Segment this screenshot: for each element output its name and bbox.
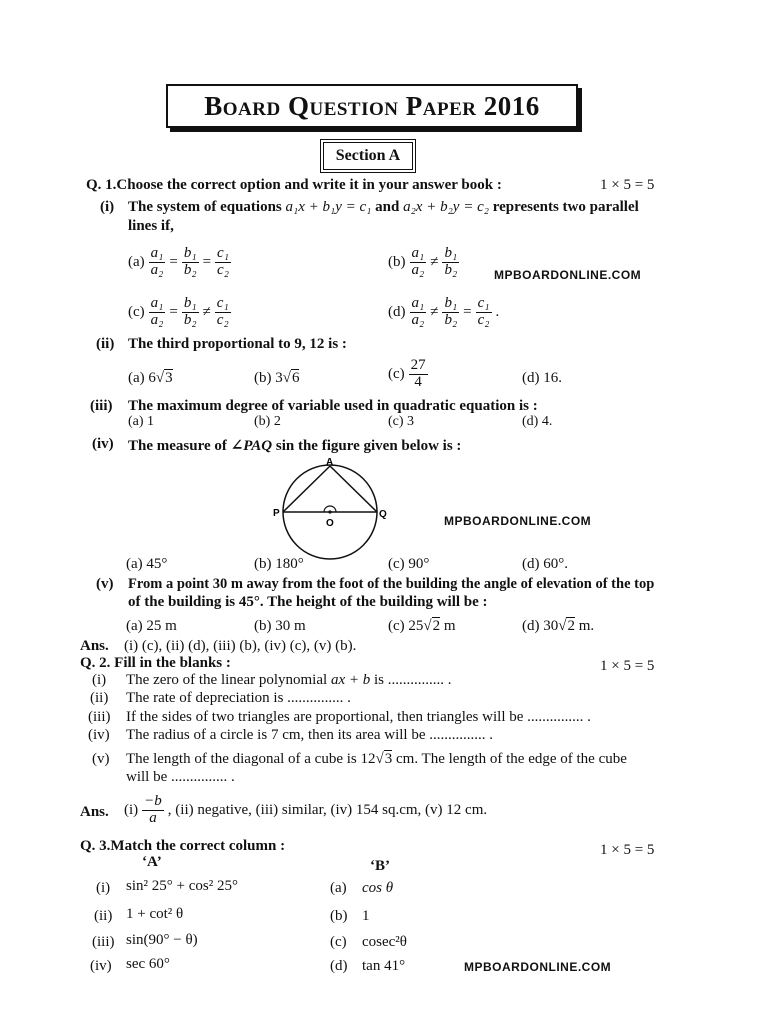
q3-column-b-number: (a) [330,880,347,896]
q1-v-option-b: (b) 30 m [254,618,306,634]
q3-marks: 1 × 5 = 5 [600,842,655,858]
q3-column-b-item: tan 41° [362,958,406,974]
watermark-3: MPBOARDONLINE.COM [464,960,612,974]
q3-column-a-heading: ‘A’ [142,854,162,870]
q1-i-option-a: (a) $\frac{\text{a₁}}{\text{a₂}}$ = $\frac{\text{b₁}}{\text{b₂}}$ = $\frac{\text{c₁}}{\text{c₂}}$ [128,245,229,278]
watermark-1: MPBOARDONLINE.COM [494,268,642,282]
q3-column-a-item: sec 60° [126,956,170,972]
figure-label-o: O [326,518,334,529]
q2-item-text: The length of the diagonal of a cube is 12√3 cm. The length of the edge of the cube [126,751,627,767]
q1-v-option-d: (d) 30√2 m. [522,618,595,634]
q1-v-option-c: (c) 25√2 m [388,618,456,634]
q2-heading: Q. 2. Fill in the blanks : [80,655,231,671]
q1-ii-option-c: (c) $\frac{27}{4}$ [388,357,426,390]
q2-item-number: (i) [92,672,107,688]
q3-column-b-item: cosec²θ [362,934,407,950]
q2-answer: (i) $\frac{-b}{a}$ , (ii) negative, (iii) similar, (iv) 154 sq.cm, (v) 12 cm. [124,793,488,826]
q3-column-b-item: 1 [362,908,370,924]
q1-iv-number: (iv) [92,436,114,452]
q1-iv-text: The measure of ∠PAQ sin the figure given below is : [128,438,462,454]
q2-answer-label: Ans. [80,804,109,820]
q2-item-text-line2: will be ............... . [126,769,235,785]
section-heading: Section A [323,142,413,170]
q1-iv-option-d: (d) 60°. [522,556,568,572]
q1-ii-option-d: (d) 16. [522,370,562,386]
q3-column-b-heading: ‘B’ [370,858,390,874]
q1-iv-option-c: (c) 90° [388,556,430,572]
q3-row-number: (ii) [94,908,113,924]
q2-item-number: (iii) [88,709,111,725]
figure-label-q: Q [379,509,387,520]
q3-column-a-item: sin(90° − θ) [126,932,198,948]
q3-column-b-number: (c) [330,934,347,950]
q1-iii-text: The maximum degree of variable used in quadratic equation is : [128,398,538,414]
figure-label-p: P [273,508,280,519]
q2-item-text: The radius of a circle is 7 cm, then its area will be ............... . [126,727,493,743]
q2-item-text: The rate of depreciation is ............... . [126,690,351,706]
q1-ii-option-a: (a) 6√3 [128,370,173,386]
q1-iv-option-b: (b) 180° [254,556,304,572]
q3-row-number: (iv) [90,958,112,974]
q3-column-b-item: cos θ [362,880,394,896]
q1-marks: 1 × 5 = 5 [600,177,655,193]
q3-column-a-item: 1 + cot² θ [126,906,184,922]
circle-figure [270,456,390,566]
q1-iv-option-a: (a) 45° [126,556,168,572]
q1-heading: Q. 1.Choose the correct option and write it in your answer book : [86,177,502,193]
q1-i-text: The system of equations a₁x + b₁y = c₁ and a₂x + b₂y = c₂ represents two parallel [128,199,639,215]
q1-i-option-c: (c) $\frac{\text{a₁}}{\text{a₂}}$ = $\frac{\text{b₁}}{\text{b₂}}$ ≠ $\frac{\text{c₁}}{\text{c₂}}$ [128,295,229,328]
q1-iii-option-a: (a) 1 [128,414,155,429]
q1-v-option-a: (a) 25 m [126,618,177,634]
q1-i-option-d: (d) $\frac{\text{a₁}}{\text{a₂}}$ ≠ $\frac{\text{b₁}}{\text{b₂}}$ = $\frac{\text{c₁}}{\text{c₂}}$ . [388,295,500,328]
q1-iii-option-b: (b) 2 [254,414,281,429]
q1-ii-number: (ii) [96,336,115,352]
q2-item-text: The zero of the linear polynomial ax + b is ............... . [126,672,452,688]
q3-column-a-item: sin² 25° + cos² 25° [126,878,238,894]
q2-item-number: (ii) [90,690,109,706]
q1-v-text: From a point 30 m away from the foot of the building the angle of elevation of the top [128,576,655,592]
figure-label-a: A [326,457,334,468]
q1-v-number: (v) [96,576,114,592]
q2-item-number: (iv) [88,727,110,743]
q1-iii-option-c: (c) 3 [388,414,415,429]
q1-ii-text: The third proportional to 9, 12 is : [128,336,347,352]
q2-item-number: (v) [92,751,110,767]
q3-column-b-number: (b) [330,908,348,924]
q1-v-text-line2: of the building is 45°. The height of the building will be : [128,594,488,610]
q3-row-number: (iii) [92,934,115,950]
q1-iii-option-d: (d) 4. [522,414,553,429]
q2-marks: 1 × 5 = 5 [600,658,655,674]
q2-item-text: If the sides of two triangles are proportional, then triangles will be ............... . [126,709,591,725]
q1-answer: (i) (c), (ii) (d), (iii) (b), (iv) (c), (v) (b). [124,638,357,654]
q3-row-number: (i) [96,880,111,896]
q3-column-b-number: (d) [330,958,348,974]
q1-answer-label: Ans. [80,638,109,654]
q1-iii-number: (iii) [90,398,113,414]
q1-i-text-line2: lines if, [128,218,174,234]
q3-heading: Q. 3.Match the correct column : [80,838,286,854]
q1-i-number: (i) [100,199,115,215]
paper-title: Board Question Paper 2016 [166,84,578,128]
q1-i-option-b: (b) $\frac{\text{a₁}}{\text{a₂}}$ ≠ $\frac{\text{b₁}}{\text{b₂}}$ [388,245,458,278]
watermark-2: MPBOARDONLINE.COM [444,514,592,528]
q1-ii-option-b: (b) 3√6 [254,370,300,386]
